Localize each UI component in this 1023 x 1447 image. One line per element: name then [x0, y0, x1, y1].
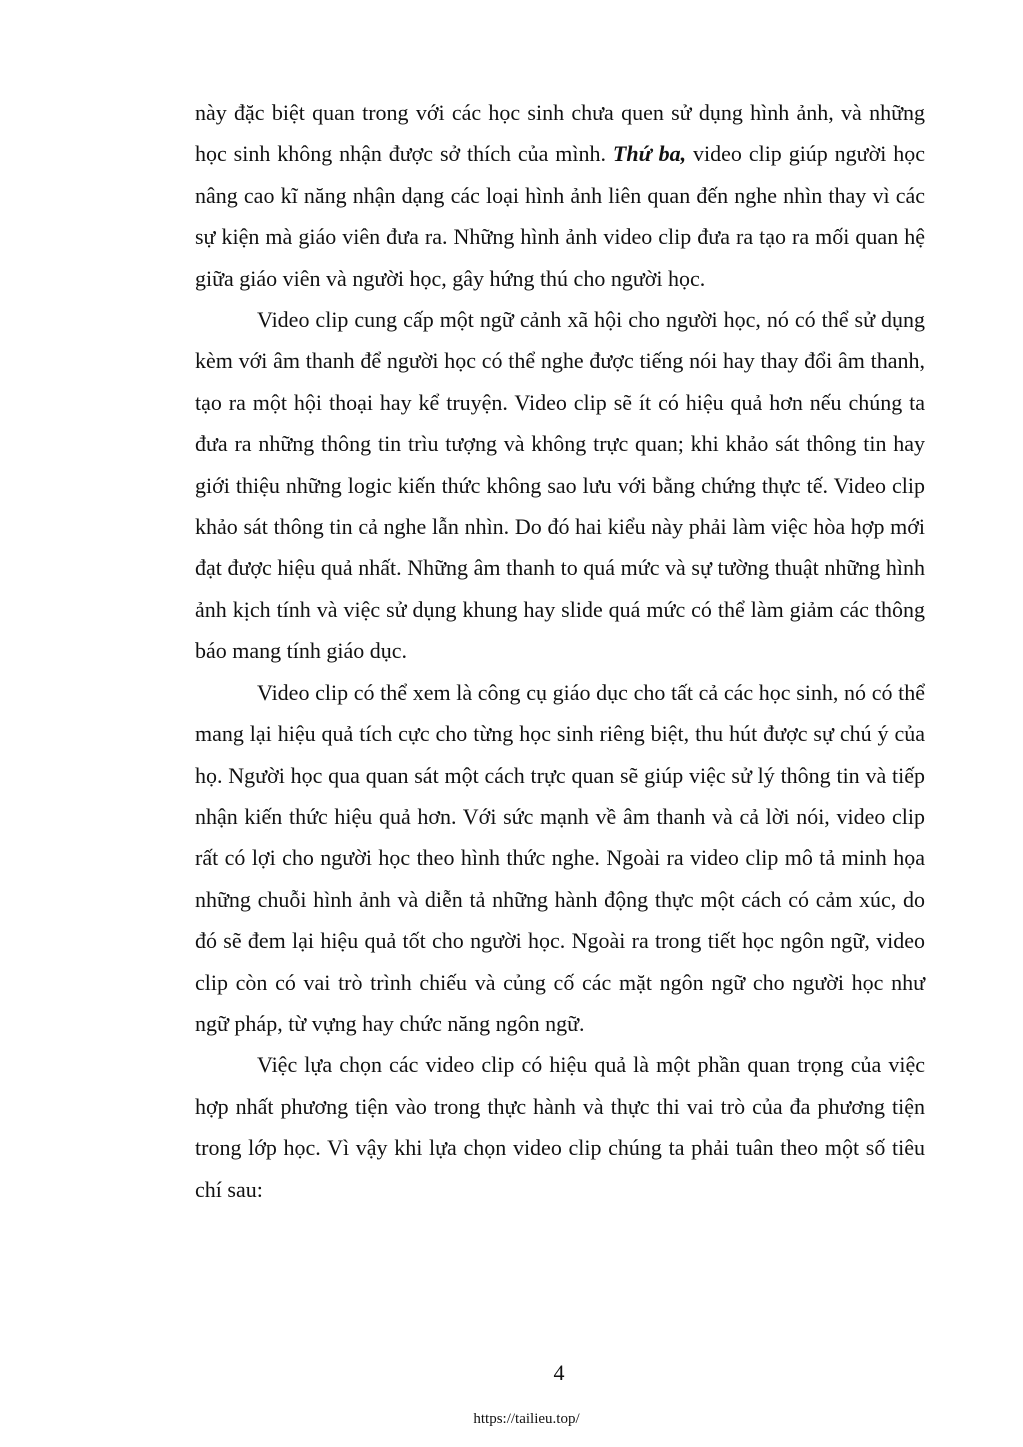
paragraph: Video clip có thể xem là công cụ giáo dục cho tất cả các học sinh, nó có thể mang lại hiệu quả tích cực cho từng học sinh riêng biệt, thu hút được sự chú ý của họ. Người học qua quan sát một cách trực quan sẽ giúp việc sử lý thông tin và tiếp nhận kiến thức hiệu quả hơn. Với sức mạnh về âm thanh và cả lời nói, video clip rất có lợi cho người học theo hình thức nghe. Ngoài ra video clip mô tả minh họa những chuỗi hình ảnh và diễn tả những hành động thực một cách có cảm xúc, do đó sẽ đem lại hiệu quả tốt cho người học. Ngoài ra trong tiết học ngôn ngữ, video clip còn có vai trò trình chiếu và củng cố các mặt ngôn ngữ cho người học như ngữ pháp, từ vựng hay chức năng ngôn ngữ.: [195, 679, 925, 1036]
paragraph-text: này đặc biệt quan trong với các học sinh chưa quen sử dụng hình ảnh, và những học sinh không nhận được sở thích của mình.: [195, 100, 925, 167]
paragraph: Video clip cung cấp một ngữ cảnh xã hội cho người học, nó có thể sử dụng kèm với âm thanh để người học có thể nghe được tiếng nói hay thay đổi âm thanh, tạo ra một hội thoại hay kể truyện. Video clip sẽ ít có hiệu quả hơn nếu chúng ta đưa ra những thông tin trìu tượng và không trực quan; khi khảo sát thông tin hay giới thiệu những logic kiến thức không sao lưu với bằng chứng thực tế. Video clip khảo sát thông tin cả nghe lẫn nhìn. Do đó hai kiểu này phải làm việc hòa hợp mới đạt được hiệu quả nhất. Những âm thanh to quá mức và sự tường thuật những hình ảnh kịch tính và việc sử dụng khung hay slide quá mức có thể làm giảm các thông báo mang tính giáo dục.: [195, 307, 925, 664]
page-number: 4: [553, 1360, 565, 1385]
paragraph-continuation: [195, 92, 925, 299]
paragraph-text: video clip giúp người học nâng cao kĩ năng nhận dạng các loại hình ảnh liên quan đến nghe nhìn thay vì các sự kiện mà giáo viên đưa ra. Những hình ảnh video clip đưa ra tạo ra mối quan hệ giữa giáo viên và người học, gây hứng thú cho người học.: [195, 141, 926, 291]
emphasis-text: Thứ ba,: [612, 141, 687, 167]
paragraph: Việc lựa chọn các video clip có hiệu quả là một phần quan trọng của việc hợp nhất phương tiện vào trong thực hành và thực thi vai trò của đa phương tiện trong lớp học. Vì vậy khi lựa chọn video clip chúng ta phải tuân theo một số tiêu chí sau:: [195, 1052, 925, 1202]
body-text: [195, 92, 925, 1210]
footer-url: https://tailieu.top/: [473, 1411, 580, 1427]
